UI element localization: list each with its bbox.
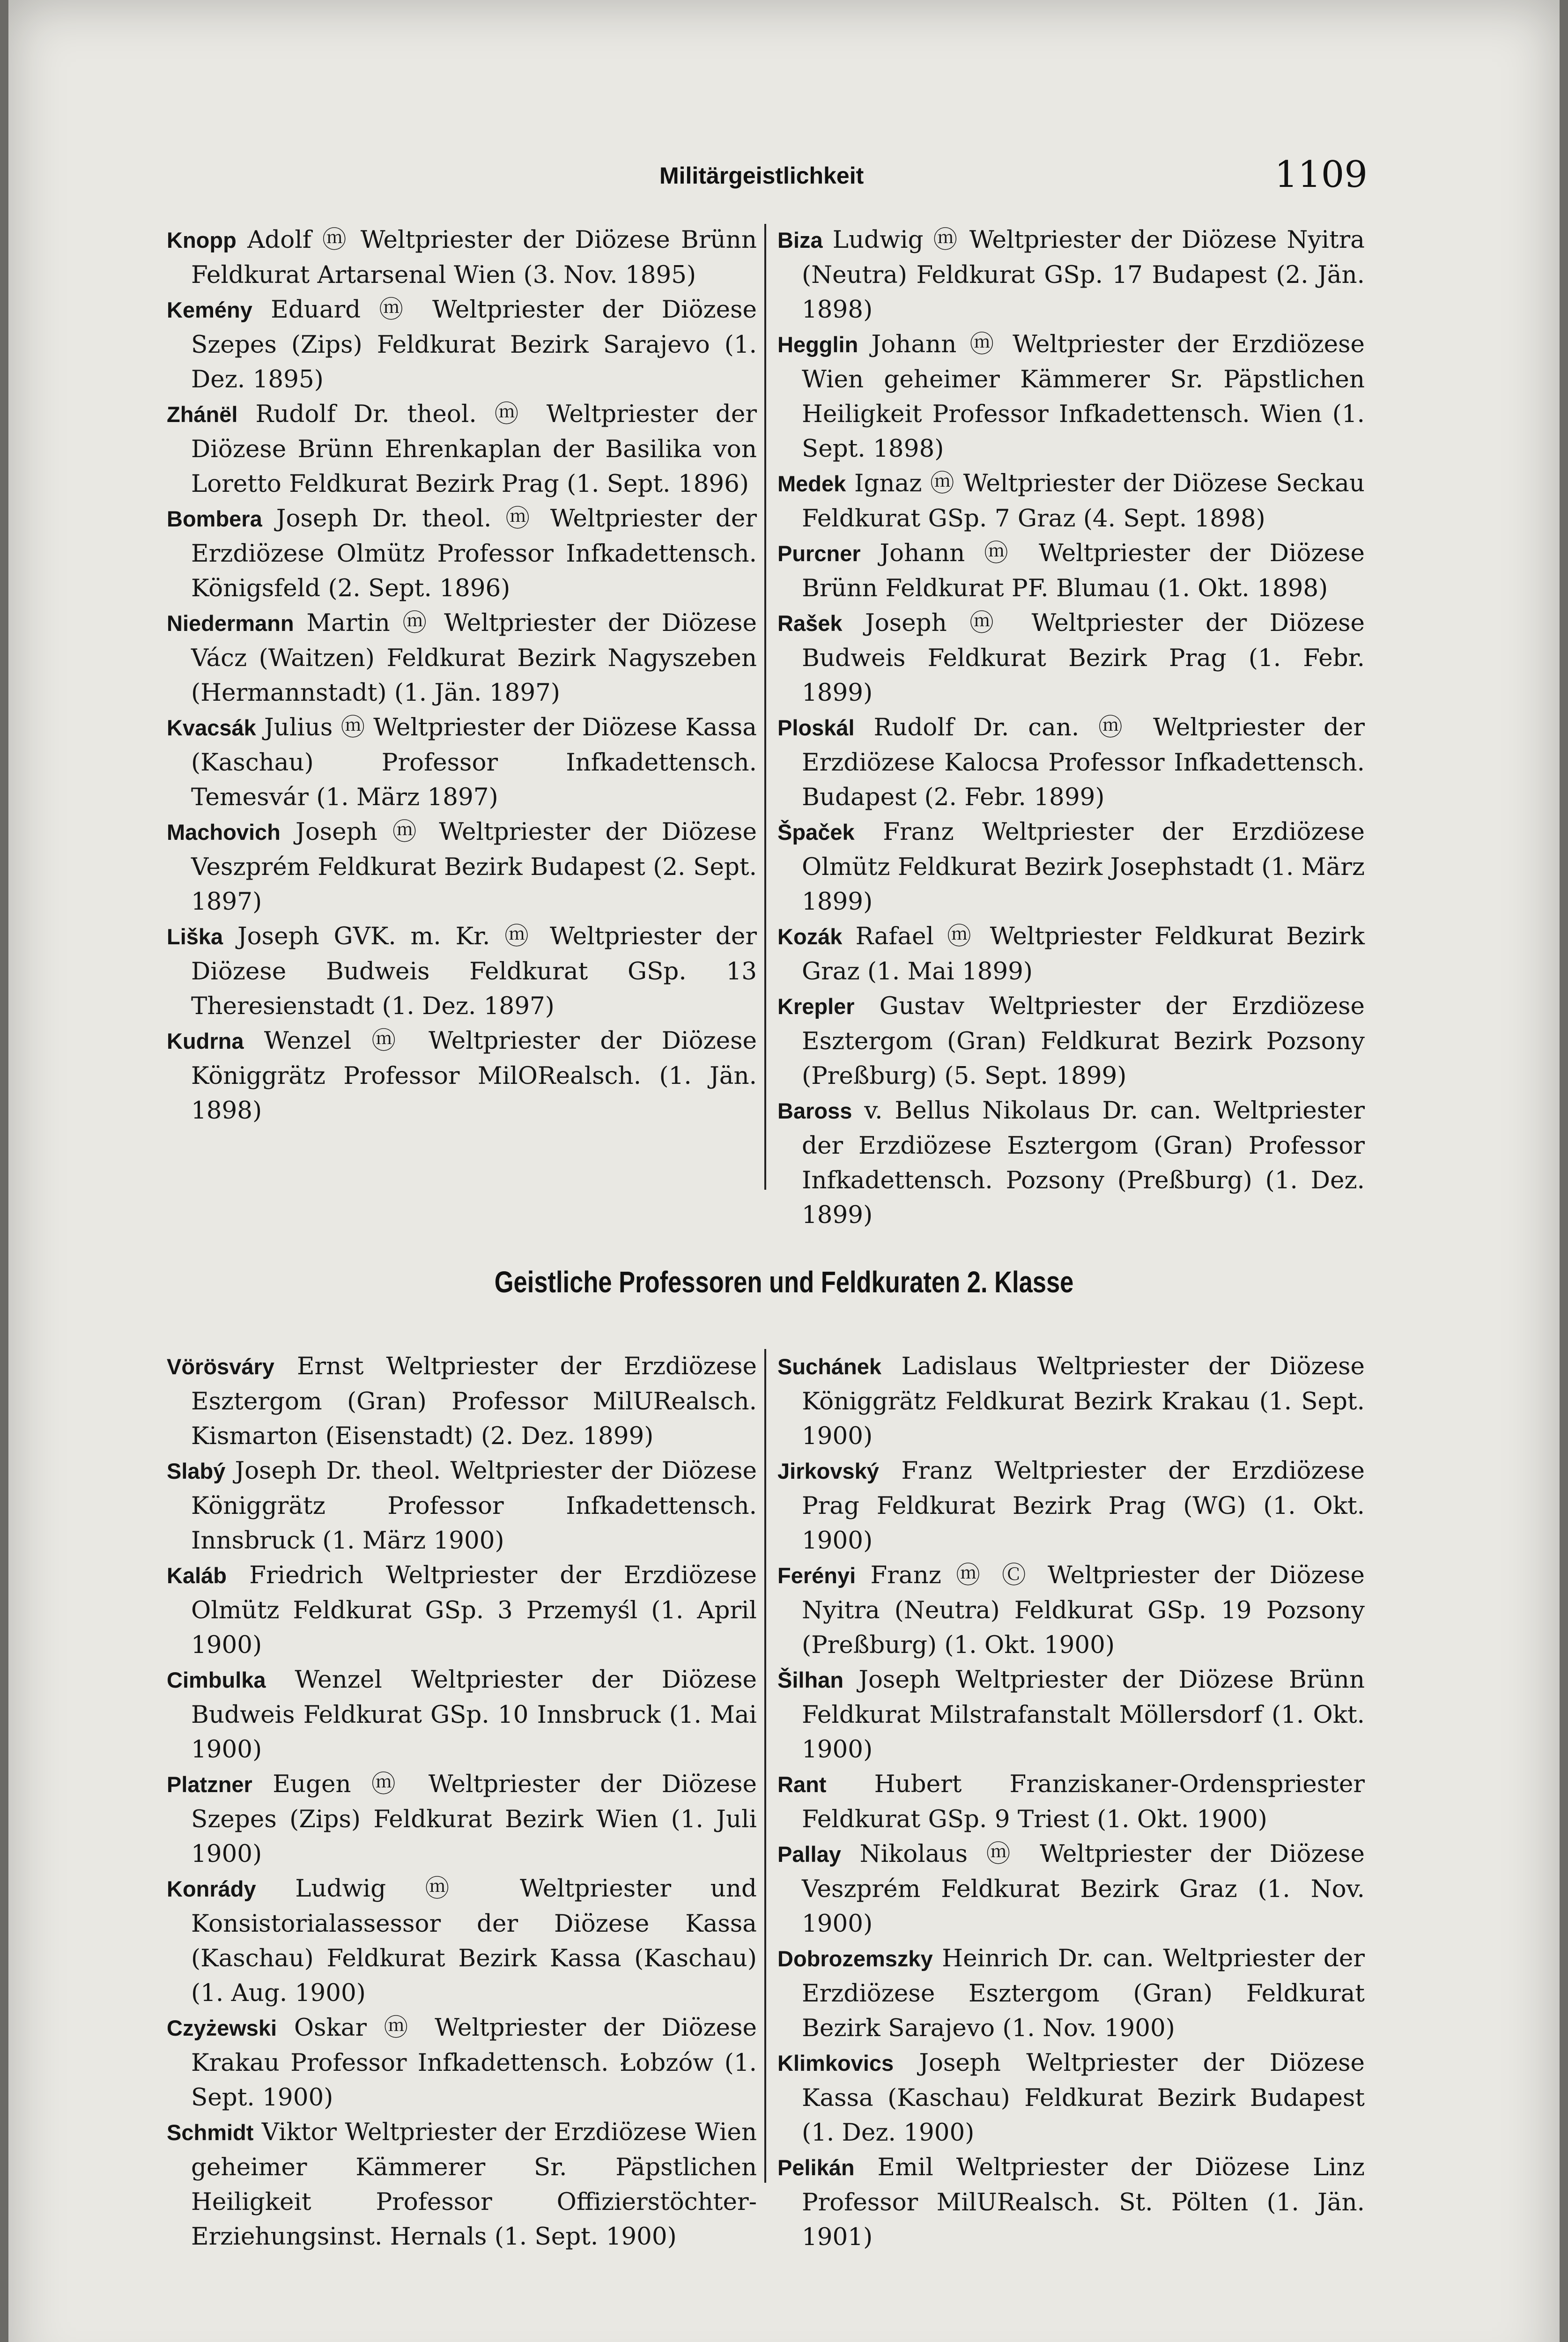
entry-details: Wenzel Weltpriester der Diözese Budweis Feldkurat GSp. 10 Innsbruck (1. Mai 1900) xyxy=(191,1666,757,1764)
directory-entry xyxy=(777,466,1365,536)
entry-details: Joseph Dr. theol. Weltpriester der Diözese Königgrätz Professor Infkadettensch. Innsbruck (1. März 1900) xyxy=(191,1457,757,1555)
entry-surname: Kaláb xyxy=(167,1563,227,1588)
entry-details: Eugen ⓜ Weltpriester der Diözese Szepes (Zips) Feldkurat Bezirk Wien (1. Juli 1900) xyxy=(191,1770,757,1868)
directory-entry xyxy=(777,327,1365,466)
document-page xyxy=(8,0,1560,2342)
section-heading xyxy=(8,1265,1560,1299)
directory-entry xyxy=(167,222,757,292)
column-rule-lower xyxy=(764,1349,766,2183)
entry-details: Johann ⓜ Weltpriester der Erzdiözese Wien geheimer Kämmerer Sr. Päpstlichen Heiligkeit Professor Infkadettensch. Wien (1. Sept. 1898) xyxy=(802,330,1365,463)
entry-details: Franz Weltpriester der Erzdiözese Prag Feldkurat Bezirk Prag (WG) (1. Okt. 1900) xyxy=(802,1457,1365,1555)
entry-details: Ludwig ⓜ Weltpriester und Konsistorialassessor der Diözese Kassa (Kaschau) Feldkurat Bezirk Kassa (Kaschau) (1. Aug. 1900) xyxy=(191,1875,757,2007)
entry-details: Heinrich Dr. can. Weltpriester der Erzdiözese Esztergom (Gran) Feldkurat Bezirk Sarajevo (1. Nov. 1900) xyxy=(802,1944,1365,2042)
directory-entry xyxy=(777,1662,1365,1767)
running-title: Militärgeistlichkeit xyxy=(659,163,864,189)
entry-surname: Kozák xyxy=(777,924,843,949)
running-header xyxy=(8,149,1560,205)
entry-surname: Kudrna xyxy=(167,1029,244,1053)
entry-surname: Konrády xyxy=(167,1876,256,1901)
directory-entry xyxy=(777,815,1365,919)
directory-entry xyxy=(167,1349,757,1453)
entry-details: Ladislaus Weltpriester der Diözese Königgrätz Feldkurat Bezirk Krakau (1. Sept. 1900) xyxy=(802,1352,1365,1450)
entry-details: Joseph Weltpriester der Diözese Kassa (Kaschau) Feldkurat Bezirk Budapest (1. Dez. 1900) xyxy=(802,2049,1365,2147)
entry-surname: Vörösváry xyxy=(167,1354,274,1379)
entry-surname: Jirkovský xyxy=(777,1459,879,1483)
entry-surname: Biza xyxy=(777,228,823,252)
entry-details: Oskar ⓜ Weltpriester der Diözese Krakau Professor Infkadettensch. Łobzów (1. Sept. 1900) xyxy=(191,2014,757,2112)
directory-entry xyxy=(167,2115,757,2254)
entry-details: Adolf ⓜ Weltpriester der Diözese Brünn Feldkurat Artarsenal Wien (3. Nov. 1895) xyxy=(191,226,757,289)
entry-surname: Rant xyxy=(777,1772,827,1797)
entry-details: Joseph ⓜ Weltpriester der Diözese Veszprém Feldkurat Bezirk Budapest (2. Sept. 1897) xyxy=(191,818,757,916)
page-number: 1109 xyxy=(1274,154,1368,196)
entry-details: Franz Weltpriester der Erzdiözese Olmütz Feldkurat Bezirk Josephstadt (1. März 1899) xyxy=(802,818,1365,916)
directory-entry xyxy=(777,919,1365,989)
directory-entry xyxy=(167,1558,757,1662)
directory-entry xyxy=(777,1349,1365,1453)
directory-entry xyxy=(167,1662,757,1767)
directory-entry xyxy=(167,2010,757,2115)
entry-details: Wenzel ⓜ Weltpriester der Diözese Königgrätz Professor MilORealsch. (1. Jän. 1898) xyxy=(191,1027,757,1125)
entry-details: Joseph GVK. m. Kr. ⓜ Weltpriester der Diözese Budweis Feldkurat GSp. 13 Theresienstadt (1. Dez. 1897) xyxy=(191,922,757,1020)
directory-entry xyxy=(777,989,1365,1093)
directory-entry xyxy=(777,1767,1365,1837)
entry-details: Ernst Weltpriester der Erzdiözese Esztergom (Gran) Professor MilURealsch. Kismarton (Eisenstadt) (2. Dez. 1899) xyxy=(191,1352,757,1450)
entry-surname: Schmidt xyxy=(167,2120,254,2145)
entry-surname: Rašek xyxy=(777,611,843,636)
entry-details: Franz ⓜ Ⓒ Weltpriester der Diözese Nyitra (Neutra) Feldkurat GSp. 19 Pozsony (Preßburg) (1. Okt. 1900) xyxy=(802,1561,1365,1659)
entry-details: Joseph Dr. theol. ⓜ Weltpriester der Erzdiözese Olmütz Professor Infkadettensch. Königsfeld (2. Sept. 1896) xyxy=(191,504,757,602)
upper-right-column xyxy=(777,222,1365,1232)
entry-surname: Bombera xyxy=(167,506,262,531)
entry-surname: Kvacsák xyxy=(167,715,256,740)
entry-details: Martin ⓜ Weltpriester der Diözese Vácz (Waitzen) Feldkurat Bezirk Nagyszeben (Hermannstadt) (1. Jän. 1897) xyxy=(191,609,757,707)
entry-surname: Ferényi xyxy=(777,1563,856,1588)
entry-details: Hubert Franziskaner-Ordenspriester Feldkurat GSp. 9 Triest (1. Okt. 1900) xyxy=(802,1770,1365,1833)
directory-entry xyxy=(167,1453,757,1558)
directory-entry xyxy=(167,1023,757,1128)
directory-entry xyxy=(777,1453,1365,1558)
directory-entry xyxy=(777,1941,1365,2046)
entry-surname: Dobrozemszky xyxy=(777,1946,933,1971)
directory-entry xyxy=(777,1558,1365,1662)
entry-details: v. Bellus Nikolaus Dr. can. Weltpriester der Erzdiözese Esztergom (Gran) Professor Infkadettensch. Pozsony (Preßburg) (1. Dez. 1899) xyxy=(802,1097,1365,1229)
entry-surname: Purcner xyxy=(777,541,861,566)
entry-details: Julius ⓜ Weltpriester der Diözese Kassa (Kaschau) Professor Infkadettensch. Temesvár (1. März 1897) xyxy=(191,713,757,811)
directory-entry xyxy=(167,606,757,710)
section-title: Geistliche Professoren und Feldkuraten 2. Klasse xyxy=(494,1265,1074,1299)
directory-entry xyxy=(777,2046,1365,2150)
entry-surname: Zhánël xyxy=(167,402,238,427)
entry-surname: Šilhan xyxy=(777,1668,844,1692)
entry-surname: Cimbulka xyxy=(167,1668,266,1692)
entry-surname: Knopp xyxy=(167,228,237,252)
directory-entry xyxy=(777,222,1365,327)
entry-details: Eduard ⓜ Weltpriester der Diözese Szepes (Zips) Feldkurat Bezirk Sarajevo (1. Dez. 1895) xyxy=(191,296,757,393)
entry-surname: Niedermann xyxy=(167,611,294,636)
entry-surname: Pelikán xyxy=(777,2155,855,2180)
upper-left-column xyxy=(167,222,757,1128)
entry-details: Gustav Weltpriester der Erzdiözese Esztergom (Gran) Feldkurat Bezirk Pozsony (Preßburg) (5. Sept. 1899) xyxy=(802,992,1365,1090)
column-rule-upper xyxy=(764,224,766,1190)
entry-surname: Špaček xyxy=(777,820,855,845)
entry-surname: Kemény xyxy=(167,297,252,322)
directory-entry xyxy=(777,1837,1365,1941)
entry-surname: Machovich xyxy=(167,820,281,845)
entry-surname: Czyżewski xyxy=(167,2016,277,2040)
entry-surname: Medek xyxy=(777,471,846,496)
entry-surname: Pallay xyxy=(777,1842,841,1867)
entry-details: Joseph ⓜ Weltpriester der Diözese Budweis Feldkurat Bezirk Prag (1. Febr. 1899) xyxy=(802,609,1365,707)
entry-details: Friedrich Weltpriester der Erzdiözese Olmütz Feldkurat GSp. 3 Przemyśl (1. April 1900) xyxy=(191,1561,757,1659)
directory-entry xyxy=(167,1871,757,2010)
entry-surname: Platzner xyxy=(167,1772,252,1797)
entry-details: Viktor Weltpriester der Erzdiözese Wien geheimer Kämmerer Sr. Päpstlichen Heiligkeit Professor Offizierstöchter-Erziehungsinst. Hernals (1. Sept. 1900) xyxy=(191,2118,757,2251)
directory-entry xyxy=(167,919,757,1023)
directory-entry xyxy=(167,1767,757,1871)
entry-details: Rudolf Dr. can. ⓜ Weltpriester der Erzdiözese Kalocsa Professor Infkadettensch. Budapest (2. Febr. 1899) xyxy=(802,713,1365,811)
entry-surname: Suchánek xyxy=(777,1354,882,1379)
entry-details: Rafael ⓜ Weltpriester Feldkurat Bezirk Graz (1. Mai 1899) xyxy=(802,922,1365,986)
entry-surname: Klimkovics xyxy=(777,2051,894,2075)
entry-details: Rudolf Dr. theol. ⓜ Weltpriester der Diözese Brünn Ehrenkaplan der Basilika von Loretto Feldkurat Bezirk Prag (1. Sept. 1896) xyxy=(191,400,757,498)
lower-right-column xyxy=(777,1349,1365,2254)
entry-surname: Ploskál xyxy=(777,715,855,740)
directory-entry xyxy=(777,710,1365,815)
entry-details: Nikolaus ⓜ Weltpriester der Diözese Veszprém Feldkurat Bezirk Graz (1. Nov. 1900) xyxy=(802,1840,1365,1938)
directory-entry xyxy=(167,397,757,501)
entry-details: Johann ⓜ Weltpriester der Diözese Brünn Feldkurat PF. Blumau (1. Okt. 1898) xyxy=(802,539,1365,602)
entry-details: Emil Weltpriester der Diözese Linz Professor MilURealsch. St. Pölten (1. Jän. 1901) xyxy=(802,2153,1365,2251)
entry-details: Ludwig ⓜ Weltpriester der Diözese Nyitra (Neutra) Feldkurat GSp. 17 Budapest (2. Jän. 1898) xyxy=(802,226,1365,324)
directory-entry xyxy=(777,1093,1365,1232)
directory-entry xyxy=(167,501,757,606)
lower-left-column xyxy=(167,1349,757,2254)
directory-entry xyxy=(167,710,757,815)
directory-entry xyxy=(777,606,1365,710)
entry-details: Joseph Weltpriester der Diözese Brünn Feldkurat Milstrafanstalt Möllersdorf (1. Okt. 1900) xyxy=(802,1666,1365,1764)
directory-entry xyxy=(167,815,757,919)
entry-details: Ignaz ⓜ Weltpriester der Diözese Seckau Feldkurat GSp. 7 Graz (4. Sept. 1898) xyxy=(802,469,1365,533)
directory-entry xyxy=(777,536,1365,606)
entry-surname: Hegglin xyxy=(777,332,858,357)
entry-surname: Liška xyxy=(167,924,223,949)
directory-entry xyxy=(777,2150,1365,2254)
directory-entry xyxy=(167,292,757,397)
entry-surname: Slabý xyxy=(167,1459,226,1483)
entry-surname: Baross xyxy=(777,1098,852,1123)
entry-surname: Krepler xyxy=(777,994,855,1019)
